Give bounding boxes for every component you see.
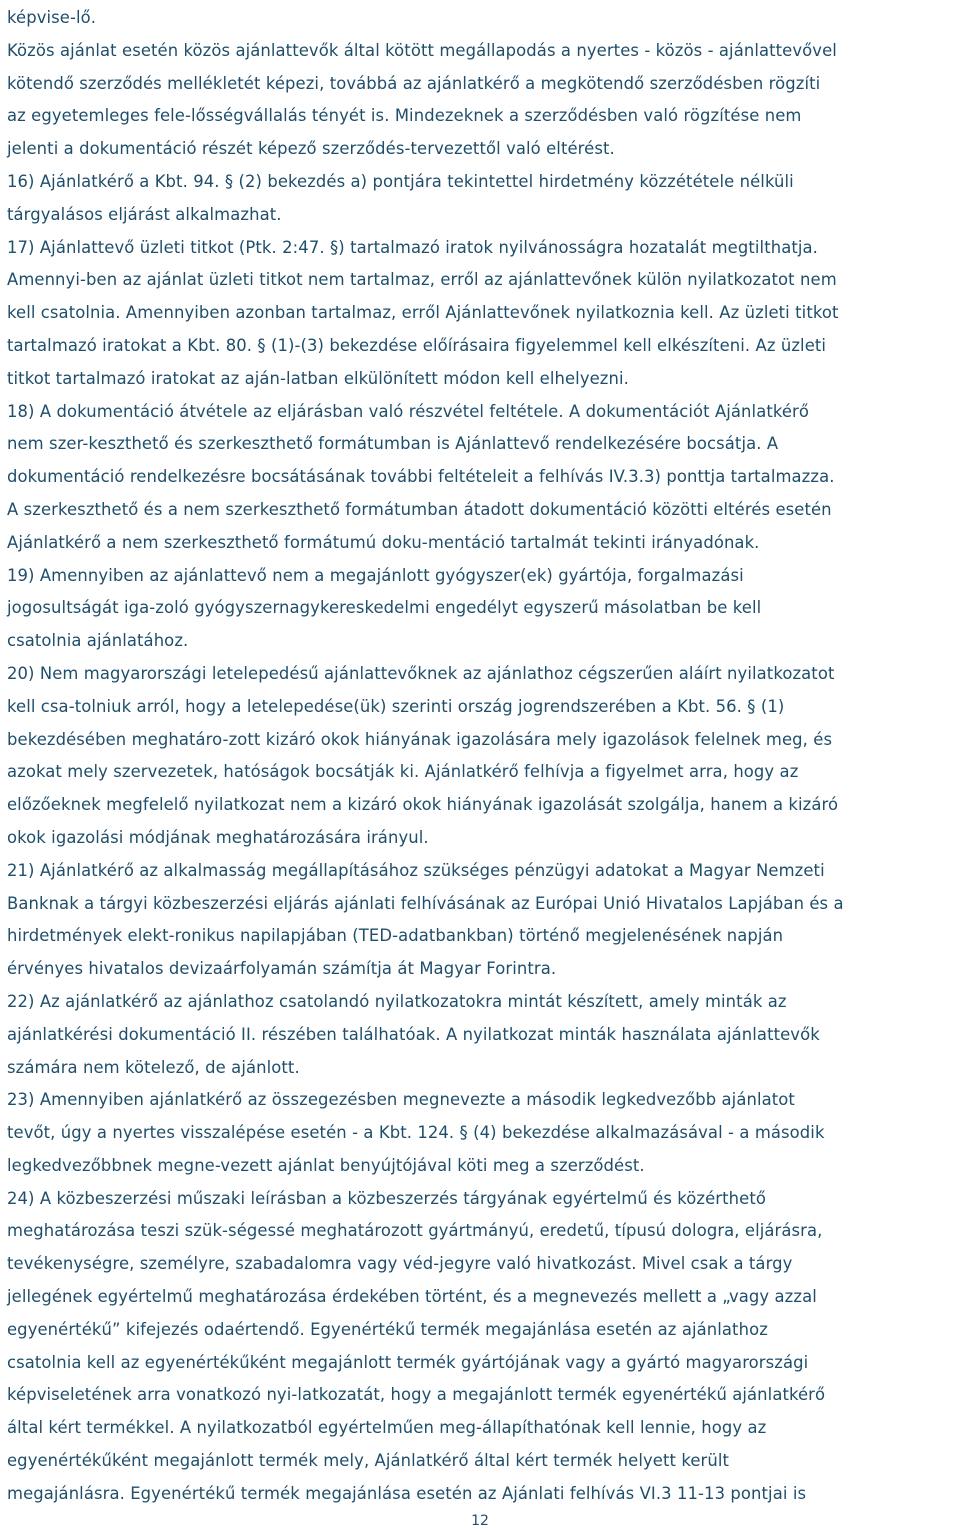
text-line: számára nem kötelező, de ajánlott. (7, 1057, 300, 1077)
text-line: 17) Ajánlattevő üzleti titkot (Ptk. 2:47. §) tartalmazó iratok nyilvánosságra hozatalát megtilthatja. (7, 237, 818, 257)
text-line: képviseletének arra vonatkozó nyi-latkozatát, hogy a megajánlott termék egyenértékű ajánlatkérő (7, 1385, 826, 1405)
text-line: A szerkeszthető és a nem szerkeszthető formátumban átadott dokumentáció közötti eltérés esetén (7, 499, 832, 519)
text-line: előzőeknek megfelelő nyilatkozat nem a kizáró okok hiányának igazolását szolgálja, hanem a kizáró (7, 795, 839, 815)
text-line: legkedvezőbbnek megne-vezett ajánlat benyújtójával köti meg a szerződést. (7, 1155, 645, 1175)
text-line: 20) Nem magyarországi letelepedésű ajánlattevőknek az ajánlathoz cégszerűen aláírt nyilatkozatot (7, 663, 835, 683)
text-line: jogosultságát iga-zoló gyógyszernagykereskedelmi engedélyt egyszerű másolatban be kell (7, 598, 762, 618)
text-line: titkot tartalmazó iratokat az aján-latban elkülönített módon kell elhelyezni. (7, 368, 629, 388)
text-line: 16) Ajánlatkérő a Kbt. 94. § (2) bekezdés a) pontjára tekintettel hirdetmény közzététele nélküli (7, 171, 794, 191)
text-line: okok igazolási módjának meghatározására irányul. (7, 827, 429, 847)
text-line: 22) Az ajánlatkérő az ajánlathoz csatolandó nyilatkozatokra mintát készített, amely minták az (7, 991, 787, 1011)
text-line: Amennyi-ben az ajánlat üzleti titkot nem tartalmaz, erről az ajánlattevőnek külön nyilatkozatot nem (7, 270, 837, 290)
text-line: csatolnia ajánlatához. (7, 631, 189, 651)
text-line: 21) Ajánlatkérő az alkalmasság megállapításához szükséges pénzügyi adatokat a Magyar Nemzeti (7, 860, 825, 880)
text-line: ajánlatkérési dokumentáció II. részében találhatóak. A nyilatkozat minták használata ajánlattevők (7, 1024, 820, 1044)
text-line: jelenti a dokumentáció részét képező szerződés-tervezettől való eltérést. (7, 139, 615, 159)
text-line: egyenértékűként megajánlott termék mely, Ajánlatkérő által kért termék helyett került (7, 1451, 730, 1471)
text-line: tevékenységre, személyre, szabadalomra vagy véd-jegyre való hivatkozást. Mivel csak a tárgy (7, 1254, 793, 1274)
text-line: kötendő szerződés mellékletét képezi, továbbá az ajánlatkérő a megkötendő szerződésben rögzíti (7, 73, 821, 93)
document-body (7, 2, 957, 1511)
text-line: tevőt, úgy a nyertes visszalépése esetén - a Kbt. 124. § (4) bekezdése alkalmazásával - a második (7, 1123, 825, 1143)
text-line: 23) Amennyiben ajánlatkérő az összegezésben megnevezte a második legkedvezőbb ajánlatot (7, 1090, 795, 1110)
text-line: az egyetemleges fele-lősségvállalás tényét is. Mindezeknek a szerződésben való rögzítése nem (7, 106, 802, 126)
text-line: meghatározása teszi szük-ségessé meghatározott gyártmányú, eredetű, típusú dologra, eljárásra, (7, 1221, 823, 1241)
text-line: bekezdésében meghatáro-zott kizáró okok hiányának igazolására mely igazolások felelnek meg, és (7, 729, 833, 749)
text-line: jellegének egyértelmű meghatározása érdekében történt, és a megnevezés mellett a „vagy azzal (7, 1287, 817, 1307)
text-line: kell csa-tolniuk arról, hogy a letelepedése(ük) szerinti ország jogrendszerében a Kbt. 56. § (1) (7, 696, 785, 716)
text-line: Banknak a tárgyi közbeszerzési eljárás ajánlati felhívásának az Európai Unió Hivatalos Lapjában és a (7, 893, 844, 913)
text-line: tartalmazó iratokat a Kbt. 80. § (1)-(3) bekezdése előírásaira figyelemmel kell elkészíteni. Az üzleti (7, 335, 827, 355)
text-line: csatolnia kell az egyenértékűként megajánlott termék gyártójának vagy a gyártó magyarországi (7, 1352, 809, 1372)
text-line: hirdetmények elekt-ronikus napilapjában (TED-adatbankban) történő megjelenésének napján (7, 926, 784, 946)
text-line: 19) Amennyiben az ajánlattevő nem a megajánlott gyógyszer(ek) gyártója, forgalmazási (7, 565, 744, 585)
text-line: megajánlásra. Egyenértékű termék megajánlása esetén az Ajánlati felhívás VI.3 11-13 pontjai is (7, 1483, 807, 1503)
text-line: kell csatolnia. Amennyiben azonban tartalmaz, erről Ajánlattevőnek nyilatkoznia kell. Az üzleti titkot (7, 303, 839, 323)
text-line: dokumentáció rendelkezésre bocsátásának további feltételeit a felhívás IV.3.3) ponttja tartalmazza. (7, 467, 835, 487)
text-line: Ajánlatkérő a nem szerkeszthető formátumú doku-mentáció tartalmát tekinti irányadónak. (7, 532, 760, 552)
text-line: érvényes hivatalos devizaárfolyamán számítja át Magyar Forintra. (7, 959, 557, 979)
text-line: 18) A dokumentáció átvétele az eljárásban való részvétel feltétele. A dokumentációt Ajánlatkérő (7, 401, 810, 421)
text-block (7, 2, 957, 1511)
text-line: Közös ajánlat esetén közös ajánlattevők által kötött megállapodás a nyertes - közös - ajánlattevővel (7, 40, 837, 60)
text-line: azokat mely szervezetek, hatóságok bocsátják ki. Ajánlatkérő felhívja a figyelmet arra, hogy az (7, 762, 799, 782)
text-line: 24) A közbeszerzési műszaki leírásban a közbeszerzés tárgyának egyértelmű és közérthető (7, 1188, 767, 1208)
text-line: által kért termékkel. A nyilatkozatból egyértelműen meg-állapíthatónak kell lennie, hogy az (7, 1418, 767, 1438)
text-line: nem szer-keszthető és szerkeszthető formátumban is Ajánlattevő rendelkezésére bocsátja. A (7, 434, 779, 454)
text-line: tárgyalásos eljárást alkalmazhat. (7, 204, 282, 224)
text-line: egyenértékű” kifejezés odaértendő. Egyenértékű termék megajánlása esetén az ajánlathoz (7, 1319, 768, 1339)
page-number: 12 (471, 1513, 489, 1529)
text-line: képvise-lő. (7, 8, 97, 27)
